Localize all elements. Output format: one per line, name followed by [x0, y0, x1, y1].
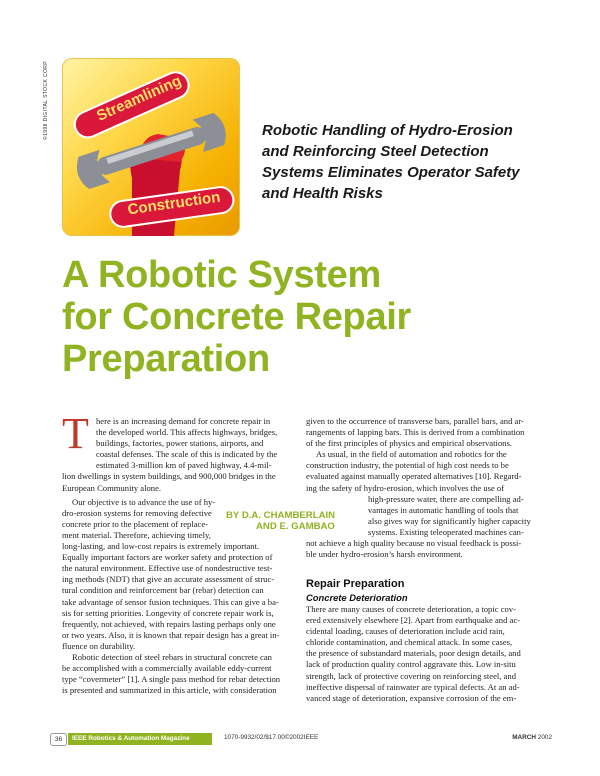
body-line: Robotic detection of steel rebars in structural concrete can: [72, 651, 272, 662]
body-line: the developed world. This affects highways, bridges,: [96, 427, 278, 438]
body-line: strength, lack of protective covering on reinforcing steel, and: [306, 670, 516, 681]
body-line: the presence of substandard materials, poor design details, and: [306, 648, 521, 659]
body-line: As usual, in the field of automation and robotics for the: [316, 449, 507, 460]
title-line: A Robotic System: [62, 254, 381, 296]
issue-month: MARCH: [512, 734, 536, 741]
body-line: fluence on durability.: [62, 640, 136, 651]
body-line: ered extensively elsewhere [2]. Apart from earthquake and ac-: [306, 615, 521, 626]
body-line: be accomplished with a commercially available eddy-current: [62, 663, 272, 674]
issue-year: 2002: [537, 734, 552, 741]
deck-line: Robotic Handling of Hydro-Erosion: [262, 122, 513, 139]
body-line: vanced stage of deterioration, expansive corrosion of the em-: [306, 692, 517, 703]
body-line: given to the occurrence of transverse bars, parallel bars, and ar-: [306, 416, 524, 426]
body-line: type “covermeter” [1]. A single pass method for rebar detection: [62, 674, 281, 685]
streamlining-construction-illustration: [62, 58, 240, 236]
image-credit: ©1998 DIGITAL STOCK CORP.: [43, 59, 49, 140]
body-line: evaluated against manually operated alternatives [10]. Regard-: [306, 471, 522, 482]
body-line: chloride contamination, and chemical attack. In some cases,: [306, 637, 513, 648]
body-line: ineffective dispersal of rainwater are typical defects. At an ad-: [306, 681, 520, 692]
deck-line: and Reinforcing Steel Detection: [262, 143, 489, 160]
body-line: ment material. Therefore, achieving timely,: [62, 529, 211, 540]
article-deck: [262, 120, 552, 204]
body-line: coastal defenses. The scale of this is indicated by the: [96, 449, 278, 460]
streamlining-label: Streamlining: [94, 72, 184, 125]
article-title: [62, 254, 562, 380]
body-line: ing the safety of hydro-erosion, which involves the use of: [306, 482, 505, 493]
body-line: buildings, factories, power stations, airports, and: [96, 438, 264, 449]
deck-line: and Health Risks: [262, 185, 383, 202]
body-column-left: [62, 409, 298, 696]
body-line: dro-erosion systems for removing defective: [62, 507, 212, 518]
subsection-heading: Concrete Deterioration: [306, 592, 408, 603]
page-footer: [50, 733, 552, 745]
body-line: tural condition and reinforcement bar (rebar) detection can: [62, 585, 264, 596]
body-line: sis for setting priorities. Longevity of concrete repair work is,: [62, 607, 274, 618]
body-line: here is an increasing demand for concrete repair in: [96, 416, 271, 426]
body-line: or two years. Also, it is known that repair design has a great in-: [62, 629, 280, 640]
page-number: 36: [50, 733, 67, 746]
body-line: ble under hydro-erosion’s harsh environment.: [306, 549, 463, 560]
title-line: for Concrete Repair: [62, 296, 412, 338]
body-line: not achieve a high quality because no visual feedback is possi-: [306, 538, 522, 549]
issue-date: [512, 734, 552, 741]
body-line: rangements of lapping bars. This is derived from a combination: [306, 427, 525, 438]
body-line: also gives way for significantly higher capacity: [368, 515, 531, 526]
copyright-code: 1070-9932/02/$17.00©2002IEEE: [224, 734, 319, 741]
section-heading: Repair Preparation: [306, 578, 405, 590]
body-line: take advantage of sensor fusion techniques. This can give a ba-: [62, 596, 279, 607]
body-line: lack of production quality control aggravate this. Low in-situ: [306, 659, 516, 670]
body-line: cidental loading, causes of deterioration include acid rain,: [306, 626, 505, 637]
body-line: There are many causes of concrete deterioration, a topic cov-: [306, 604, 516, 614]
byline-line: BY D.A. CHAMBERLAIN: [226, 510, 336, 521]
body-line: European Community alone.: [62, 482, 162, 493]
body-line: lion dwellings in system buildings, and 900,000 bridges in the: [62, 471, 276, 482]
body-line: frequently, not achieved, with repairs lasting perhaps only one: [62, 618, 276, 629]
construction-label: Construction: [126, 188, 222, 219]
deck-line: Systems Eliminates Operator Safety: [262, 164, 520, 181]
body-line: vantages in automatic handling of tools that: [368, 504, 519, 515]
body-line: of the first principles of physics and empirical observations.: [306, 438, 512, 449]
body-line: construction industry, the potential of high cost needs to be: [306, 460, 509, 471]
magazine-name: IEEE Robotics & Automation Magazine: [68, 733, 212, 745]
title-line: Preparation: [62, 338, 270, 380]
body-line: systems. Existing teleoperated machines can-: [368, 526, 524, 537]
body-line: high-pressure water, there are compelling ad-: [368, 493, 524, 504]
body-column-right: [306, 416, 544, 560]
body-line: long-lasting, and low-cost repairs is extremely important.: [62, 541, 260, 552]
body-line: ing methods (NDT) that give an accurate assessment of struc-: [62, 574, 275, 585]
body-line: estimated 3-million km of paved highway, 4.4-mil-: [96, 460, 272, 471]
body-line: Our objective is to advance the use of hy-: [72, 496, 216, 507]
body-line: is presented and summarized in this article, with consideration: [62, 685, 277, 696]
byline-line: AND E. GAMBAO: [256, 521, 335, 532]
body-line: the natural environment. Effective use of nondestructive test-: [62, 563, 273, 574]
body-line: concrete prior to the placement of replace-: [62, 518, 209, 529]
body-column-right-lower: [306, 604, 544, 704]
author-byline: [226, 510, 336, 532]
drop-cap: T: [62, 409, 89, 458]
body-line: Equally important factors are worker safety and protection of: [62, 552, 273, 563]
